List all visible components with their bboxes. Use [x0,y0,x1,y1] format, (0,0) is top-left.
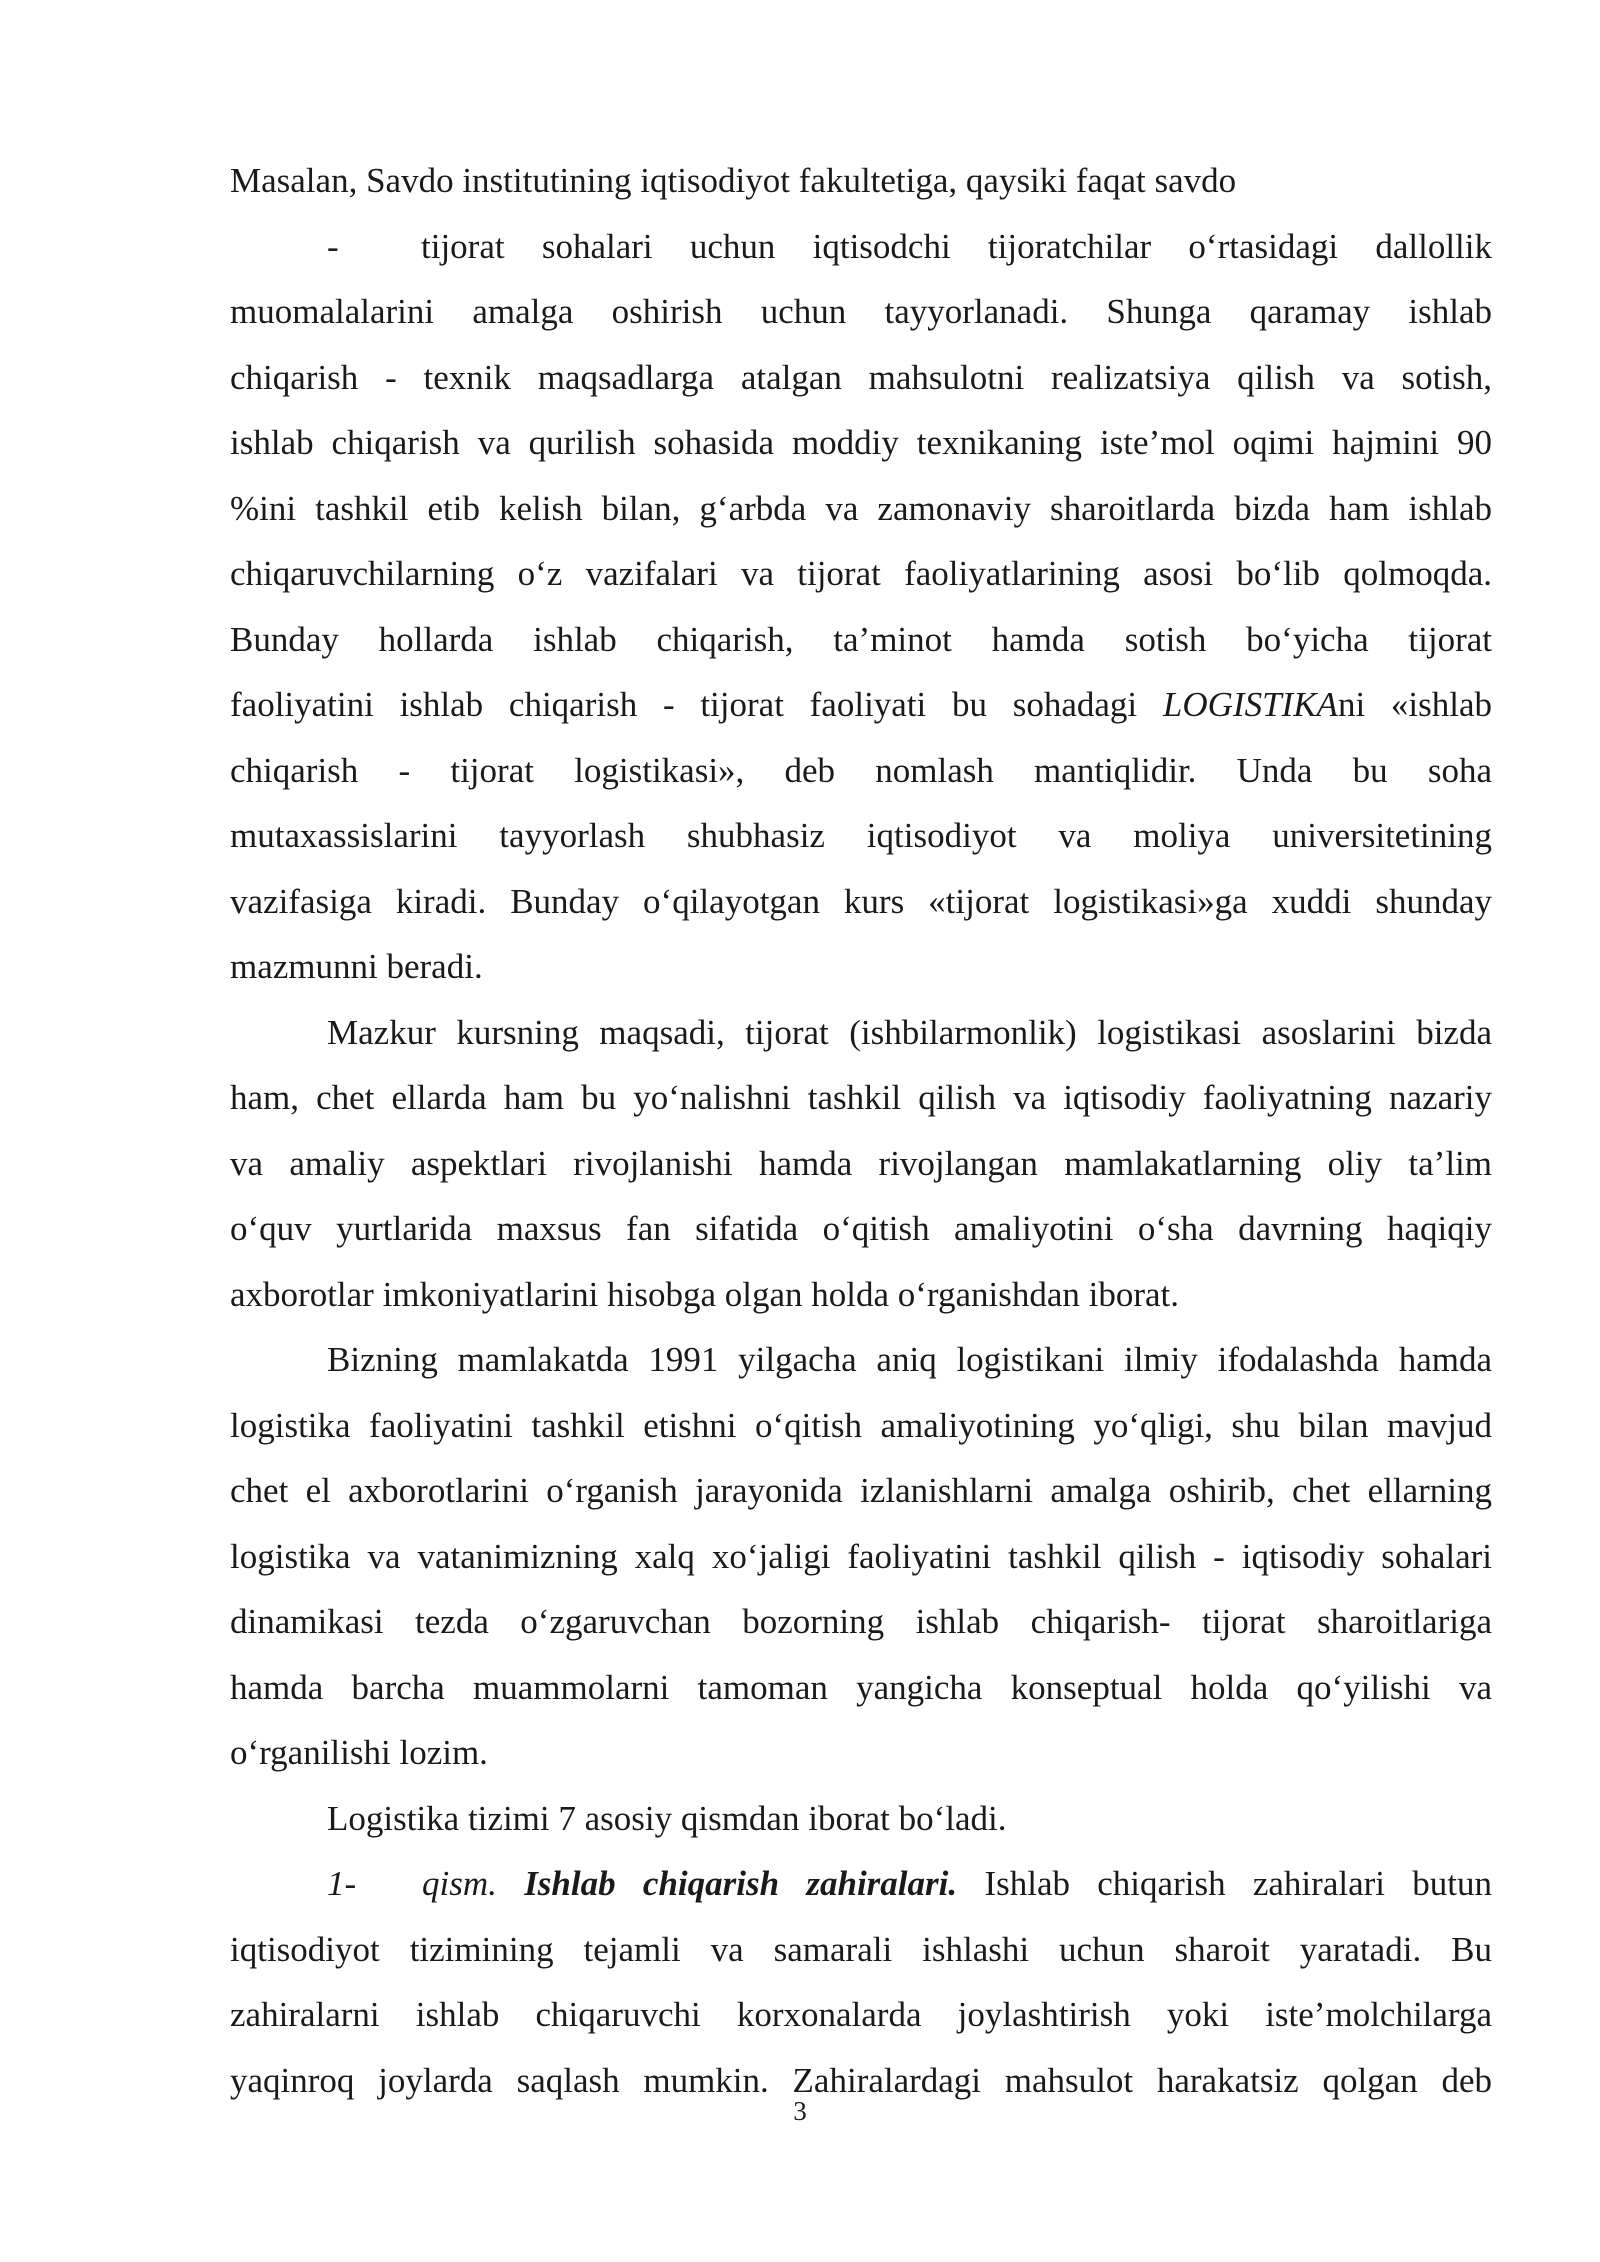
paragraph-line: zahiralarni ishlab chiqaruvchi korxonalarda joylashtirish yoki iste’molchilarga [230,1995,1492,2034]
document-page [230,148,1492,2113]
paragraph-line: o‘rganilishi lozim. [230,1733,488,1772]
part-label: qism. [422,1864,497,1903]
paragraph-line [230,214,1492,280]
paragraph-text: tijorat sohalari uchun iqtisodchi tijoratchilar o‘rtasidagi dallollik [421,226,1492,266]
paragraph-line: Logistika tizimi 7 asosiy qismdan iborat bo‘ladi. [327,1798,1007,1838]
page-number: 3 [793,2096,807,2126]
paragraph-line: axborotlar imkoniyatlarini hisobga olgan holda o‘rganishdan iborat. [230,1274,1179,1314]
paragraph-line: hamda barcha muammolarni tamoman yangicha konseptual holda qo‘yilishi va [230,1667,1492,1707]
paragraph-text: Ishlab chiqarish zahiralari butun [984,1864,1492,1903]
paragraph-line: mutaxassislarini tayyorlash shubhasiz iqtisodiyot va moliya universitetining [230,816,1492,855]
paragraph-text [422,1851,1492,1917]
paragraph-line: chiqarish - texnik maqsadlarga atalgan mahsulotni realizatsiya qilish va sotish, [230,357,1492,397]
paragraph-line: ham, chet ellarda ham bu yo‘nalishni tashkil qilish va iqtisodiy faoliyatning nazariy [230,1078,1492,1117]
paragraph-line: dinamikasi tezda o‘zgaruvchan bozorning ishlab chiqarish- tijorat sharoitlariga [230,1602,1492,1641]
paragraph-line: chiqarish - tijorat logistikasi», deb nomlash mantiqlidir. Unda bu soha [230,750,1492,790]
paragraph-line: va amaliy aspektlari rivojlanishi hamda rivojlangan mamlakatlarning oliy ta’lim [230,1143,1492,1183]
paragraph-line: logistika va vatanimizning xalq xo‘jaligi faoliyatini tashkil qilish - iqtisodiy sohalari [230,1536,1492,1576]
paragraph-line: chet el axborotlarini o‘rganish jarayonida izlanishlarni amalga oshirib, chet ellarning [230,1471,1492,1510]
part-number: 1- [327,1864,357,1903]
paragraph-line: Bizning mamlakatda 1991 yilgacha aniq logistikani ilmiy ifodalashda hamda [327,1340,1492,1379]
paragraph-line: Mazkur kursning maqsadi, tijorat (ishbilarmonlik) logistikasi asoslarini bizda [327,1012,1492,1052]
paragraph-line: vazifasiga kiradi. Bunday o‘qilayotgan kurs «tijorat logistikasi»ga xuddi shunday [230,881,1492,921]
paragraph-line: mazmunni beradi. [230,947,483,986]
paragraph-line: logistika faoliyatini tashkil etishni o‘qitish amaliyotining yo‘qligi, shu bilan mavjud [230,1405,1492,1445]
paragraph-line: Bunday hollarda ishlab chiqarish, ta’minot hamda sotish bo‘yicha tijorat [230,619,1492,659]
paragraph-text: faoliyatini ishlab chiqarish - tijorat faoliyati bu sohadagi [230,685,1163,724]
section-title: Ishlab chiqarish zahiralari. [524,1864,958,1903]
paragraph-text: ni «ishlab [1337,685,1492,724]
paragraph-line: o‘quv yurtlarida maxsus fan sifatida o‘qitish amaliyotini o‘sha davrning haqiqiy [230,1209,1492,1248]
paragraph-line [230,672,1492,738]
paragraph-line: muomalalarini amalga oshirish uchun tayyorlanadi. Shunga qaramay ishlab [230,292,1492,331]
section-heading-line [230,1851,1492,1917]
paragraph-line: Masalan, Savdo institutining iqtisodiyot fakultetiga, qaysiki faqat savdo [230,161,1237,200]
paragraph-line: iqtisodiyot tizimining tejamli va samarali ishlashi uchun sharoit yaratadi. Bu [230,1929,1492,1969]
dash-marker: - [327,226,339,266]
logistika-emphasis: LOGISTIKA [1162,685,1338,724]
paragraph-line: ishlab chiqarish va qurilish sohasida moddiy texnikaning iste’mol oqimi hajmini 90 [230,423,1492,462]
paragraph-line: chiqaruvchilarning o‘z vazifalari va tijorat faoliyatlarining asosi bo‘lib qolmoqda. [230,554,1492,593]
paragraph-line: %ini tashkil etib kelish bilan, g‘arbda va zamonaviy sharoitlarda bizda ham ishlab [230,488,1492,528]
paragraph-line: yaqinroq joylarda saqlash mumkin. Zahiralardagi mahsulot harakatsiz qolgan deb [230,2060,1492,2100]
